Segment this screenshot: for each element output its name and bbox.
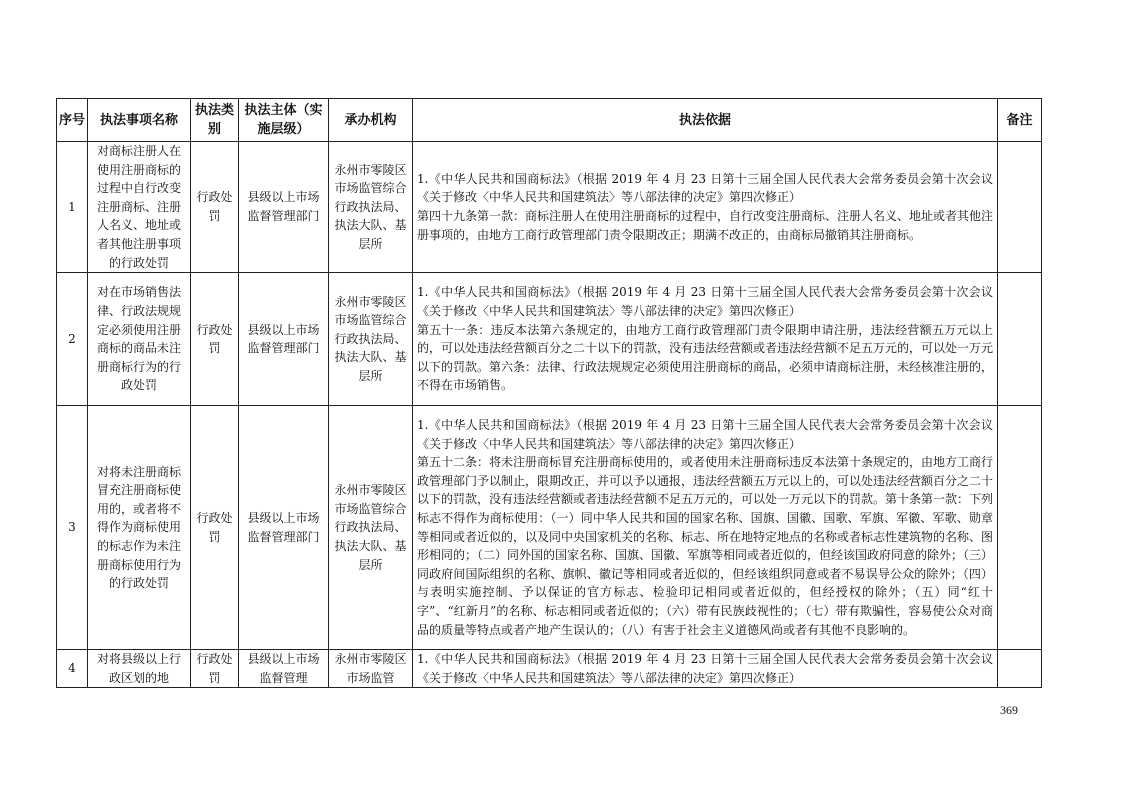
row-agency: 永州市零陵区市场监管综合行政执法局、执法大队、基层所 [329, 142, 413, 273]
row-item-name: 对在市场销售法律、行政法规规定必须使用注册商标的商品未注册商标行为的行政处罚 [88, 273, 191, 406]
row-basis [413, 650, 998, 688]
row-subject: 县级以上市场监督管理部门 [239, 406, 329, 650]
row-agency: 永州市零陵区市场监管 [329, 650, 413, 688]
table-row [57, 273, 1042, 406]
row-category: 行政处罚 [191, 650, 239, 688]
table-row [57, 142, 1042, 273]
table-row [57, 406, 1042, 650]
basis-paragraph: 第四十九条第一款：商标注册人在使用注册商标的过程中，自行改变注册商标、注册人名义、地址或者其他注册事项的，由地方工商行政管理部门责令限期改正；期满不改正的，由商标局撤销其注册商标。 [417, 209, 994, 242]
row-basis [413, 273, 998, 406]
row-index: 3 [57, 406, 88, 650]
basis-paragraph: 第五十二条：将未注册商标冒充注册商标使用的，或者使用未注册商标违反本法第十条规定的，由地方工商行政管理部门予以制止，限期改正，并可以予以通报，违法经营额五万元以上的，可以处违法经营额百分之二十以下的罚款，没有违法经营额或者违法经营额不足五万元的，可以处一万元以下的罚款。第十条第一款：下列标志不得作为商标使用：（一）同中华人民共和国的国家名称、国旗、国徽、国歌、军旗、军徽、军歌、勋章等相同或者近似的，以及同中央国家机关的名称、标志、所在地特定地点的名称或者标志性建筑物的名称、图形相同的；（二）同外国的国家名称、国旗、国徽、军旗等相同或者近似的，但经该国政府同意的除外；（三）同政府间国际组织的名称、旗帜、徽记等相同或者近似的，但经该组织同意或者不易误导公众的除外；（四）与表明实施控制、予以保证的官方标志、检验印记相同或者近似的，但经授权的除外；（五）同“红十字”、“红新月”的名称、标志相同或者近似的；（六）带有民族歧视性的；（七）带有欺骗性，容易使公众对商品的质量等特点或者产地产生误认的；（八）有害于社会主义道德风尚或者有其他不良影响的。 [417, 455, 994, 637]
header-category: 执法类别 [191, 99, 239, 142]
header-item-name: 执法事项名称 [88, 99, 191, 142]
row-basis [413, 406, 998, 650]
row-item-name: 对将未注册商标冒充注册商标使用的，或者将不得作为商标使用的标志作为未注册商标使用行为的行政处罚 [88, 406, 191, 650]
row-remark [998, 142, 1042, 273]
header-agency: 承办机构 [329, 99, 413, 142]
table-row [57, 650, 1042, 688]
row-index: 4 [57, 650, 88, 688]
row-agency: 永州市零陵区市场监管综合行政执法局、执法大队、基层所 [329, 406, 413, 650]
enforcement-table [56, 98, 1042, 688]
header-remark: 备注 [998, 99, 1042, 142]
row-remark [998, 273, 1042, 406]
row-item-name: 对商标注册人在使用注册商标的过程中自行改变注册商标、注册人名义、地址或者其他注册事项的行政处罚 [88, 142, 191, 273]
basis-paragraph: 第五十一条：违反本法第六条规定的，由地方工商行政管理部门责令限期申请注册，违法经营额五万元以上的，可以处违法经营额百分之二十以下的罚款，没有违法经营额或者违法经营额不足五万元的，可以处一万元以下的罚款。第六条：法律、行政法规规定必须使用注册商标的商品，必须申请商标注册，未经核准注册的，不得在市场销售。 [417, 322, 994, 393]
row-remark [998, 406, 1042, 650]
row-category: 行政处罚 [191, 406, 239, 650]
row-category: 行政处罚 [191, 142, 239, 273]
row-agency: 永州市零陵区市场监管综合行政执法局、执法大队、基层所 [329, 273, 413, 406]
page-number: 369 [1000, 703, 1018, 717]
basis-paragraph: 1.《中华人民共和国商标法》（根据 2019 年 4 月 23 日第十三届全国人民代表大会常务委员会第十次会议《关于修改〈中华人民共和国建筑法〉等八部法律的决定》第四次修正） [417, 652, 993, 685]
basis-paragraph: 1.《中华人民共和国商标法》（根据 2019 年 4 月 23 日第十三届全国人民代表大会常务委员会第十次会议《关于修改〈中华人民共和国建筑法〉等八部法律的决定》第四次修正） [417, 171, 993, 205]
row-remark [998, 650, 1042, 688]
row-basis [413, 142, 998, 273]
row-subject: 县级以上市场监督管理 [239, 650, 329, 688]
header-basis: 执法依据 [413, 99, 998, 142]
table-header-row [57, 99, 1042, 142]
header-subject: 执法主体（实施层级） [239, 99, 329, 142]
row-category: 行政处罚 [191, 273, 239, 406]
header-index: 序号 [57, 99, 88, 142]
row-item-name: 对将县级以上行政区划的地 [88, 650, 191, 688]
row-subject: 县级以上市场监督管理部门 [239, 273, 329, 406]
row-subject: 县级以上市场监督管理部门 [239, 142, 329, 273]
basis-paragraph: 1.《中华人民共和国商标法》（根据 2019 年 4 月 23 日第十三届全国人民代表大会常务委员会第十次会议《关于修改〈中华人民共和国建筑法〉等八部法律的决定》第四次修正） [417, 285, 993, 318]
basis-paragraph: 1.《中华人民共和国商标法》（根据 2019 年 4 月 23 日第十三届全国人民代表大会常务委员会第十次会议《关于修改〈中华人民共和国建筑法〉等八部法律的决定》第四次修正） [417, 418, 993, 451]
row-index: 1 [57, 142, 88, 273]
row-index: 2 [57, 273, 88, 406]
